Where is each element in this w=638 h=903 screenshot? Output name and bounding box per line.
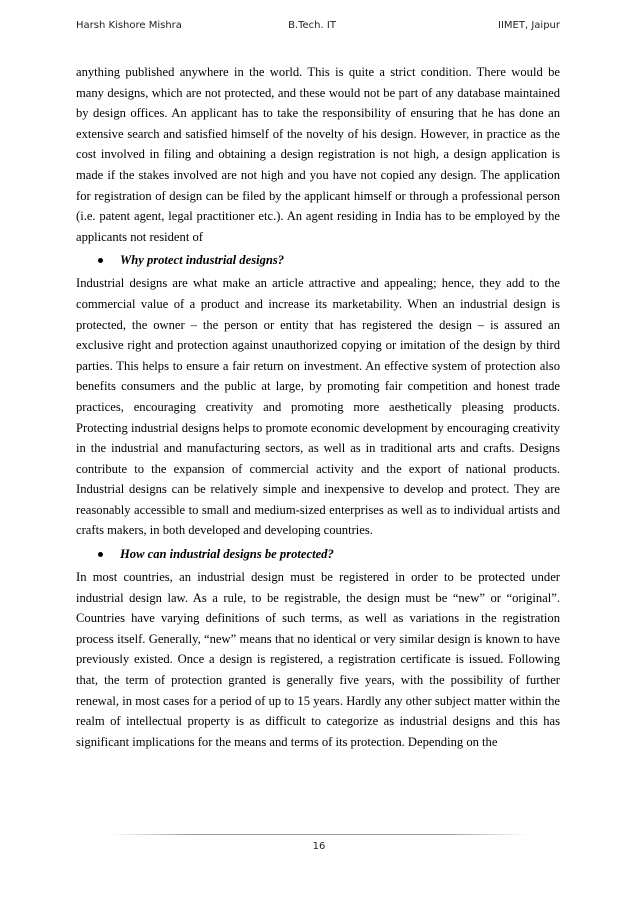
header-institute: IIMET, Jaipur [498, 20, 560, 31]
header-author: Harsh Kishore Mishra [76, 20, 182, 31]
bullet-icon [98, 552, 103, 557]
paragraph-registration: anything published anywhere in the world. This is quite a strict condition. There would be many designs, which are not protected, and these would not be part of any database maintained by design offices. An applicant has to take the responsibility of ensuring that he has done an extensive search and satisfied himself of the novelty of his design. However, in practice as the cost involved in filing and obtaining a design registration is not high, a design application is made if the stakes involved are not high and you have not copied any design. The application for registration of design can be filed by the applicant himself or through a professional person (i.e. patent agent, legal practitioner etc.). An agent residing in India has to be employed by the applicants not resident of [76, 65, 560, 244]
page-content [76, 62, 560, 752]
header-course: B.Tech. IT [288, 20, 336, 31]
page-number: 16 [312, 841, 326, 852]
heading-text: How can industrial designs be protected? [120, 546, 334, 561]
section-heading-how-protect [76, 545, 560, 563]
footer-divider [110, 834, 528, 835]
heading-text: Why protect industrial designs? [120, 253, 285, 268]
page-header [76, 20, 560, 36]
paragraph-why-protect: Industrial designs are what make an article attractive and appealing; hence, they add to the commercial value of a product and increase its marketability. When an industrial design is protected, the owner – the person or entity that has registered the design – is assured an exclusive right and protection against unauthorized copying or imitation of the design by third parties. This helps to ensure a fair return on investment. An effective system of protection also benefits consumers and the public at large, by promoting fair competition and honest trade practices, encouraging creativity and promoting more aesthetically pleasing products. Protecting industrial designs helps to promote economic development by encouraging creativity in the industrial and manufacturing sectors, as well as in traditional arts and crafts. Designs contribute to the expansion of commercial activity and the export of national products. Industrial designs can be relatively simple and inexpensive to develop and protect. They are reasonably accessible to small and medium-sized enterprises as well as to individual artists and crafts makers, in both developed and developing countries. [76, 276, 560, 538]
paragraph-how-protect: In most countries, an industrial design must be registered in order to be protected under industrial design law. As a rule, to be registrable, the design must be “new” or “original”. Countries have varying definitions of such terms, as well as variations in the registration process itself. Generally, “new” means that no identical or very similar design is known to have previously existed. Once a design is registered, a registration certificate is issued. Following that, the term of protection granted is generally five years, with the possibility of further renewal, in most cases for a period of up to 15 years. Hardly any other subject matter within the realm of intellectual property is as difficult to categorize as industrial designs and this has significant implications for the means and terms of its protection. Depending on the [76, 570, 560, 749]
bullet-icon [98, 258, 103, 263]
section-heading-why-protect [76, 251, 560, 269]
